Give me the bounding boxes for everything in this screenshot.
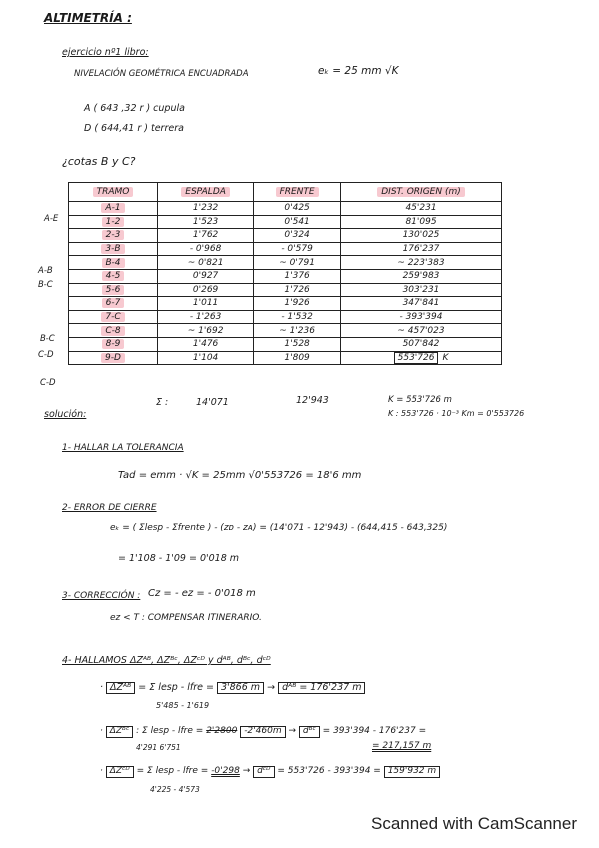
- step4-sub-bc: 4'291 6'751: [136, 743, 181, 752]
- cell-frente: 1'528: [254, 337, 341, 351]
- col-frente: FRENTE: [276, 187, 319, 197]
- delta-z-ab-eq: = Σ lesp - lfre =: [138, 682, 214, 693]
- distance-cd-value: 159'932 m: [384, 766, 440, 778]
- side-label-ab: A-B: [38, 266, 53, 276]
- levelling-table: [68, 182, 502, 365]
- delta-z-bc-value: -2'460m: [240, 726, 285, 738]
- col-dist-origen: DIST. ORIGEN (m): [377, 187, 464, 197]
- tramo-label: A-1: [101, 203, 124, 213]
- tramo-label: 3-B: [101, 244, 124, 254]
- side-label-bc: B-C: [38, 280, 53, 290]
- distance-bc-value: = 217,157 m: [372, 741, 432, 751]
- table-row: [69, 283, 502, 297]
- side-label-bc2: B-C: [40, 334, 55, 344]
- cell-frente: - 1'532: [254, 310, 341, 324]
- cell-espalda: 0'927: [158, 269, 254, 283]
- arrow-ab: →: [267, 682, 276, 693]
- table-row: [69, 215, 502, 229]
- cell-tramo: [69, 269, 158, 283]
- cell-tramo: [69, 242, 158, 256]
- tramo-label: 1-2: [102, 217, 125, 227]
- col-espalda: ESPALDA: [181, 187, 230, 197]
- cell-frente: 1'926: [254, 297, 341, 311]
- cell-tramo: [69, 229, 158, 243]
- cell-espalda: 1'104: [158, 351, 254, 365]
- side-label-cd: C-D: [38, 350, 54, 360]
- cell-dist-origen: 259'983: [341, 269, 502, 283]
- table-body: [69, 202, 502, 365]
- tramo-label: C-8: [101, 326, 124, 336]
- cell-espalda: - 0'968: [158, 242, 254, 256]
- cell-espalda: ~ 1'692: [158, 324, 254, 338]
- delta-z-ab-box: ΔZᴬᴮ: [106, 682, 135, 694]
- table-row: [69, 297, 502, 311]
- tramo-label: 6-7: [102, 298, 125, 308]
- table-row: [69, 202, 502, 216]
- tramo-label: 2-3: [102, 230, 125, 240]
- exercise-label: ejercicio nº1 libro:: [62, 47, 149, 58]
- point-d: D ( 644,41 r ) terrera: [84, 123, 184, 134]
- step4-line-bc: · ΔZᴮᶜ : Σ lesp - lfre = 2'2800 -2'460m → dᴮᶜ = 393'394 - 176'237 =: [100, 726, 427, 736]
- step4-title: 4- HALLAMOS ΔZᴬᴮ, ΔZᴮᶜ, ΔZᶜᴰ y dᴬᴮ, dᴮᶜ, dᶜᴰ: [62, 655, 271, 666]
- step3-note: ez < T : COMPENSAR ITINERARIO.: [110, 613, 262, 623]
- cell-frente: ~ 0'791: [254, 256, 341, 270]
- cell-frente: 0'324: [254, 229, 341, 243]
- cell-dist-origen: ~ 223'383: [341, 256, 502, 270]
- tramo-label: 4-5: [102, 271, 125, 281]
- method-label: NIVELACIÓN GEOMÉTRICA ENCUADRADA: [74, 69, 249, 79]
- tramo-label: 9-D: [101, 353, 125, 363]
- step2-equation-2: = 1'108 - 1'09 = 0'018 m: [118, 553, 240, 564]
- k-unit: K: [442, 352, 449, 363]
- table-row: [69, 269, 502, 283]
- step2-equation-1: eₖ = ( Σlesp - Σfrente ) - (zᴅ - zᴀ) = (14'071 - 12'943) - (644,415 - 643,325): [110, 523, 448, 533]
- delta-z-bc-struck: 2'2800: [206, 726, 238, 736]
- sum-frente: 12'943: [296, 395, 329, 406]
- k-kilometers: K : 553'726 · 10⁻³ Km = 0'553726: [388, 409, 525, 418]
- page-title: ALTIMETRÍA :: [44, 11, 132, 25]
- cell-dist-origen: - 393'394: [341, 310, 502, 324]
- cell-dist-origen: 45'231: [341, 202, 502, 216]
- cell-espalda: 1'476: [158, 337, 254, 351]
- sum-espalda: 14'071: [196, 397, 229, 408]
- step4-sub-cd: 4'225 - 4'573: [150, 785, 200, 794]
- delta-z-bc-box: ΔZᴮᶜ: [106, 726, 134, 738]
- distance-bc-label: dᴮᶜ: [299, 726, 320, 738]
- table-header-row: [69, 183, 502, 202]
- cell-tramo: [69, 283, 158, 297]
- cell-espalda: 1'523: [158, 215, 254, 229]
- table-row: [69, 229, 502, 243]
- cell-tramo: [69, 351, 158, 365]
- tramo-label: 7-C: [101, 312, 124, 322]
- cell-dist-origen: 507'842: [341, 337, 502, 351]
- cell-dist-origen: 347'841: [341, 297, 502, 311]
- step4-sub-ab: 5'485 - 1'619: [156, 701, 210, 710]
- delta-z-ab-value: 3'866 m: [217, 682, 264, 694]
- table-row: [69, 351, 502, 365]
- step3-label: 3- CORRECCIÓN :: [62, 591, 141, 601]
- cell-dist-origen: 130'025: [341, 229, 502, 243]
- cell-espalda: 1'232: [158, 202, 254, 216]
- cell-dist-origen: 303'231: [341, 283, 502, 297]
- cell-tramo: [69, 202, 158, 216]
- cell-tramo: [69, 310, 158, 324]
- table-row: [69, 242, 502, 256]
- step3-equation: Cz = - ez = - 0'018 m: [148, 588, 256, 599]
- step2-title: 2- ERROR DE CIERRE: [62, 503, 157, 513]
- cell-espalda: 1'762: [158, 229, 254, 243]
- distance-cd-eq: = 553'726 - 393'394 =: [277, 766, 381, 776]
- table-row: [69, 256, 502, 270]
- side-label-ae: A-E: [44, 214, 59, 224]
- final-distance: 553'726: [394, 352, 439, 364]
- cell-dist-origen: [341, 351, 502, 365]
- distance-bc-eq: = 393'394 - 176'237 =: [322, 726, 427, 736]
- col-tramo: TRAMO: [93, 187, 134, 197]
- cell-tramo: [69, 324, 158, 338]
- step4-line-cd: · ΔZᶜᴰ = Σ lesp - lfre = -0'298 → dᶜᴰ = 553'726 - 393'394 = 159'932 m: [100, 766, 440, 778]
- tolerance-formula: eₖ = 25 mm √K: [318, 65, 399, 77]
- cell-espalda: ~ 0'821: [158, 256, 254, 270]
- delta-z-cd-value: -0'298: [211, 766, 240, 776]
- cell-frente: 1'376: [254, 269, 341, 283]
- delta-z-bc-eq: : Σ lesp - lfre =: [136, 726, 204, 736]
- cell-frente: - 0'579: [254, 242, 341, 256]
- delta-z-cd-eq: = Σ lesp - lfre =: [136, 766, 209, 776]
- table-row: [69, 324, 502, 338]
- cell-frente: 1'726: [254, 283, 341, 297]
- sum-label: Σ :: [156, 397, 169, 408]
- table-row: [69, 337, 502, 351]
- cell-tramo: [69, 215, 158, 229]
- point-a: A ( 643 ,32 r ) cupula: [84, 103, 185, 114]
- tramo-label: B-4: [102, 258, 125, 268]
- delta-z-cd-box: ΔZᶜᴰ: [106, 766, 134, 778]
- k-meters: K = 553'726 m: [388, 395, 452, 405]
- solution-label: solución:: [44, 409, 87, 420]
- cell-tramo: [69, 256, 158, 270]
- cell-frente: 0'541: [254, 215, 341, 229]
- cell-tramo: [69, 297, 158, 311]
- side-label-cd2: C-D: [40, 378, 56, 388]
- cell-frente: ~ 1'236: [254, 324, 341, 338]
- cell-frente: 0'425: [254, 202, 341, 216]
- distance-ab: dᴬᴮ = 176'237 m: [278, 682, 365, 694]
- distance-cd-label: dᶜᴰ: [253, 766, 274, 778]
- tramo-label: 5-6: [102, 285, 125, 295]
- cell-espalda: - 1'263: [158, 310, 254, 324]
- step1-equation: Tad = emm · √K = 25mm √0'553726 = 18'6 mm: [118, 470, 362, 481]
- scanner-watermark: Scanned with CamScanner: [370, 814, 577, 833]
- table-row: [69, 310, 502, 324]
- step4-line-ab: · ΔZᴬᴮ = Σ lesp - lfre = 3'866 m → dᴬᴮ = 176'237 m: [100, 682, 365, 694]
- cell-espalda: 1'011: [158, 297, 254, 311]
- cell-espalda: 0'269: [158, 283, 254, 297]
- cell-dist-origen: ~ 457'023: [341, 324, 502, 338]
- cell-tramo: [69, 337, 158, 351]
- step1-title: 1- HALLAR LA TOLERANCIA: [62, 443, 184, 453]
- tramo-label: 8-9: [102, 339, 125, 349]
- question: ¿cotas B y C?: [62, 155, 136, 168]
- cell-frente: 1'809: [254, 351, 341, 365]
- cell-dist-origen: 176'237: [341, 242, 502, 256]
- cell-dist-origen: 81'095: [341, 215, 502, 229]
